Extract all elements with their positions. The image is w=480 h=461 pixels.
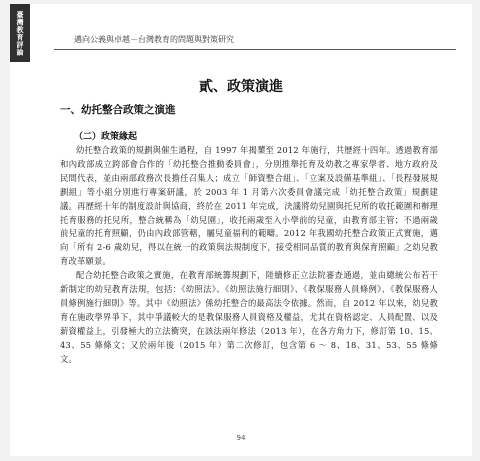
section-heading: 一、幼托整合政策之演進 xyxy=(60,104,176,116)
header-divider xyxy=(54,49,456,50)
sidebar-label: 臺灣教育評論 xyxy=(16,10,24,56)
body-paragraph: 配合幼托整合政策之實施，在教育部統籌規劃下，陸續修正立法院審查通過，並由總統公布若干新制定的幼兒教育法規，包括：《幼照法》、《幼照法施行細則》、《教保服務人員條例》、《教保服務人員條例施行細則》等。其中《幼照法》係幼托整合的最高法令依據。然而，自 2012 年以來，幼兒教育在施政學界爭下，其中爭議較大的是教保服務人員資格及權益，尤其在資格認定、人員配置、以及薪資權益上，引發極大的立法衝突，在該法兩年修法（2013 年），在各方角力下，修訂第 10、15、43、55 條條文；又於兩年後（2015 年）第二次修訂，包含第 6 ～ 8、18、31、53、55 條條文。 xyxy=(60,270,438,364)
body-paragraph: 幼托整合政策的規劃與催生過程，自 1997 年揭櫫至 2012 年施行，共歷經十四年。透過教育部和內政部成立跨部會合作的「幼托整合推動委員會」，分別推舉托育及幼教之專家學者、地方政府及民間代表，並由兩部政務次長擔任召集人；成立「師資整合組」、「立案及設備基準組」、「長程發展規劃組」等小組分別進行專案研議，於 2003 年 1 月第六次委員會議完成「幼托整合政策」規劃建議。再歷經十年的制度設計與協商，終於在 2011 年完成，決議將幼兒園與托兒所的收托範圍和辦理托育服務的托兒所，整合統稱為「幼兒園」，收托兩歲至入小學前的兒童，由教育部主管；不過兩歲前兒童的托育照顧，仍由內政部管轄，屬兒童福利的範疇。2012 年我國幼托整合政策正式實施，邁向「所有 2-6 歲幼兒，得以在統一的政策與法規制度下，接受相同品質的教育與保育照顧」之幼兒教育改革願景。 xyxy=(60,145,438,267)
chapter-title: 貳、政策演進 xyxy=(199,79,283,95)
document-page xyxy=(10,4,472,456)
body-text xyxy=(60,144,438,367)
running-header: 邁向公義與卓越－台灣教育的問題與對策研究 xyxy=(74,35,234,44)
sidebar-tab xyxy=(10,4,30,62)
subsection-heading: （二）政策緣起 xyxy=(74,132,138,142)
page-number: 94 xyxy=(236,434,246,442)
